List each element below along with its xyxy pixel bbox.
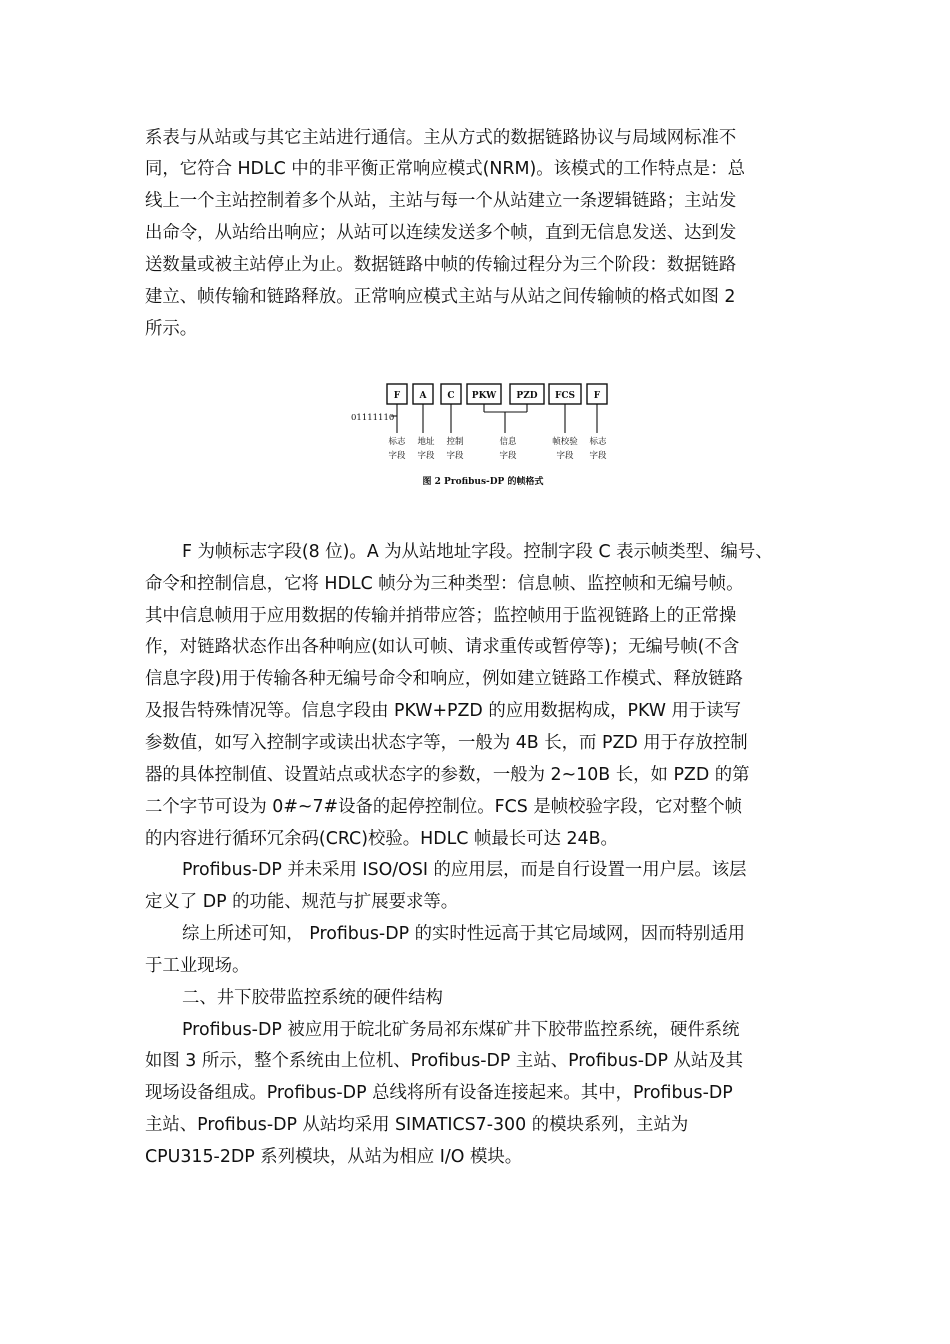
- field-label-f1: F: [393, 391, 401, 401]
- text-line: 定义了 DP 的功能、规范与扩展要求等。: [145, 892, 459, 912]
- text-line: 建立、帧传输和链路释放。正常响应模式主站与从站之间传输帧的格式如图 2: [145, 287, 736, 307]
- field-label-pzd: PZD: [516, 391, 538, 401]
- text-line: 器的具体控制值、设置站点或状态字的参数，一般为 2~10B 长，如 PZD 的第: [145, 765, 750, 785]
- label-flag-1-bottom: 字段: [388, 451, 406, 461]
- text-line: 二个字节可设为 0#~7#设备的起停控制位。FCS 是帧校验字段，它对整个帧: [145, 797, 743, 817]
- text-line: 信息字段)用于传输各种无编号命令和响应，例如建立链路工作模式、释放链路: [145, 669, 744, 689]
- text-line: 现场设备组成。Profibus-DP 总线将所有设备连接起来。其中，Profibus-DP: [145, 1083, 733, 1103]
- text-line: 线上一个主站控制着多个从站，主站与每一个从站建立一条逻辑链路；主站发: [145, 191, 737, 211]
- field-label-a: A: [419, 391, 427, 401]
- text-line: 的内容进行循环冗余码(CRC)校验。HDLC 帧最长可达 24B。: [145, 829, 618, 849]
- text-line: 参数值，如写入控制字或读出状态字等，一般为 4B 长，而 PZD 用于存放控制: [145, 733, 748, 753]
- text-line: 于工业现场。: [145, 956, 250, 976]
- text-line: CPU315-2DP 系列模块，从站为相应 I/O 模块。: [145, 1147, 523, 1167]
- text-line: 如图 3 所示，整个系统由上位机、Profibus-DP 主站、Profibus-DP 从站及其: [145, 1051, 744, 1071]
- text-line: 送数量或被主站停止为止。数据链路中帧的传输过程分为三个阶段：数据链路: [145, 255, 737, 275]
- field-label-fcs: FCS: [554, 391, 576, 401]
- frame-format-figure: [349, 378, 619, 492]
- label-flag-2-bottom: 字段: [589, 451, 607, 461]
- text-line: 及报告特殊情况等。信息字段由 PKW+PZD 的应用数据构成，PKW 用于读写: [145, 701, 742, 721]
- text-line: 同，它符合 HDLC 中的非平衡正常响应模式(NRM)。该模式的工作特点是：总: [145, 159, 745, 179]
- text-line: F 为帧标志字段(8 位)。A 为从站地址字段。控制字段 C 表示帧类型、编号、: [182, 542, 773, 562]
- text-line: 所示。: [145, 319, 198, 339]
- label-info-bottom: 字段: [499, 451, 517, 461]
- field-label-pkw: PKW: [471, 391, 497, 401]
- figure-caption: 图 2 Profibus-DP 的帧格式: [422, 477, 544, 487]
- text-line: Profibus-DP 被应用于皖北矿务局祁东煤矿井下胶带监控系统，硬件系统: [182, 1020, 740, 1040]
- label-flag-1-top: 标志: [388, 437, 406, 447]
- section-heading: 二、井下胶带监控系统的硬件结构: [182, 988, 443, 1008]
- flag-bits-label: 01111110: [351, 413, 395, 423]
- field-label-f2: F: [593, 391, 601, 401]
- text-line: 出命令，从站给出响应；从站可以连续发送多个帧，直到无信息发送、达到发: [145, 223, 737, 243]
- text-line: 综上所述可知， Profibus-DP 的实时性远高于其它局域网，因而特别适用: [182, 924, 746, 944]
- label-info-top: 信息: [499, 437, 517, 447]
- label-address-top: 地址: [417, 437, 435, 447]
- text-line: 命令和控制信息，它将 HDLC 帧分为三种类型：信息帧、监控帧和无编号帧。: [145, 574, 744, 594]
- field-label-c: C: [447, 391, 455, 401]
- text-line: 其中信息帧用于应用数据的传输并捎带应答；监控帧用于监视链路上的正常操: [145, 606, 737, 626]
- label-flag-2-top: 标志: [589, 437, 607, 447]
- label-fcs-top: 帧校验: [552, 437, 578, 447]
- text-line: 主站、Profibus-DP 从站均采用 SIMATICS7-300 的模块系列，主站为: [145, 1115, 689, 1135]
- text-line: 作，对链路状态作出各种响应(如认可帧、请求重传或暂停等)；无编号帧(不含: [145, 637, 740, 657]
- text-line: 系表与从站或与其它主站进行通信。主从方式的数据链路协议与局域网标准不: [145, 128, 737, 148]
- label-control-top: 控制: [446, 437, 464, 447]
- label-fcs-bottom: 字段: [556, 451, 574, 461]
- label-address-bottom: 字段: [417, 451, 435, 461]
- label-control-bottom: 字段: [446, 451, 464, 461]
- text-line: Profibus-DP 并未采用 ISO/OSI 的应用层，而是自行设置一用户层。该层: [182, 860, 747, 880]
